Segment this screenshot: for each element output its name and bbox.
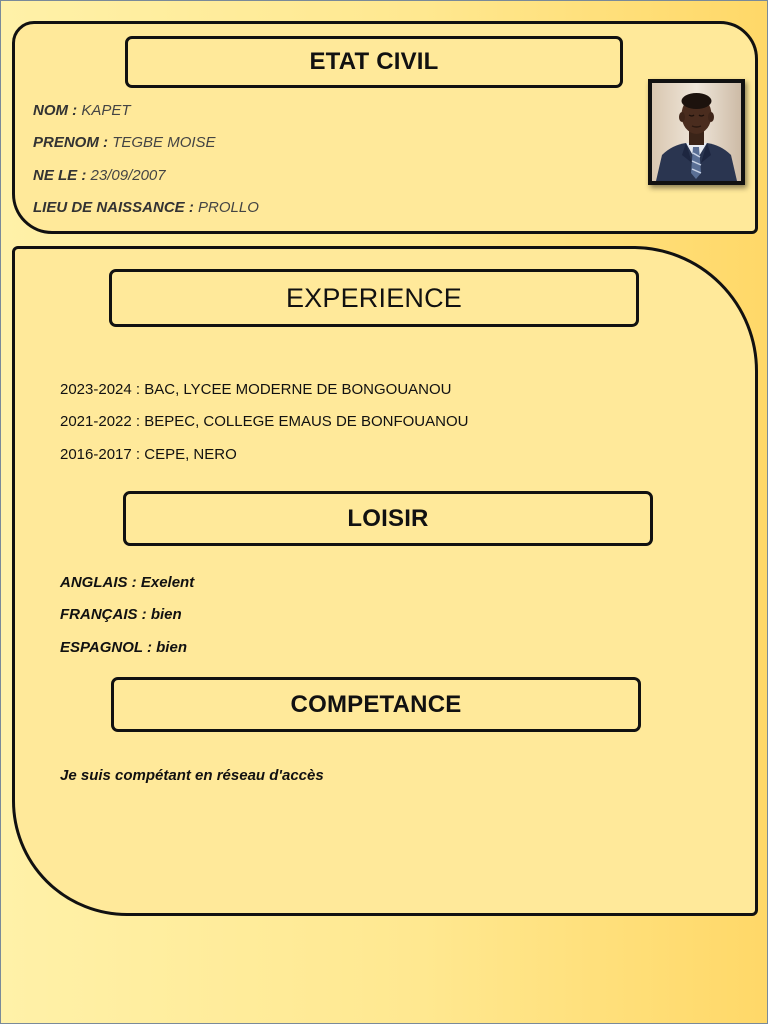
field-lieu-naissance: LIEU DE NAISSANCE : PROLLO <box>33 199 259 216</box>
loisir-item-value: bien <box>150 606 182 623</box>
field-ne-le: NE LE : 23/09/2007 <box>33 167 166 184</box>
field-lieu-naissance-value: PROLLO <box>198 199 259 216</box>
etat-civil-title <box>125 36 623 88</box>
loisir-item-label: FRANÇAIS <box>60 606 138 623</box>
loisir-item-francais: FRANÇAIS : bien <box>60 606 182 623</box>
loisir-item-value: bien <box>156 639 187 656</box>
loisir-item-label: ESPAGNOL <box>60 639 143 656</box>
experience-item: 2016-2017 : CEPE, NERO <box>60 446 237 463</box>
etat-civil-title-text: ETAT CIVIL <box>309 48 439 75</box>
loisir-item-value: Exelent <box>140 574 195 591</box>
profile-photo <box>648 79 745 185</box>
field-ne-le-label: NE LE <box>33 167 78 184</box>
field-nom-value: KAPET <box>81 102 131 119</box>
experience-title <box>109 269 639 327</box>
loisir-item-anglais: ANGLAIS : Exelent <box>60 574 195 591</box>
loisir-title-text: LOISIR <box>347 504 429 532</box>
field-lieu-naissance-label: LIEU DE NAISSANCE <box>33 199 185 216</box>
experience-title-text: EXPERIENCE <box>285 282 463 313</box>
experience-item: 2023-2024 : BAC, LYCEE MODERNE DE BONGOUANOU <box>60 381 452 398</box>
field-nom: NOM : KAPET <box>33 102 131 119</box>
field-nom-label: NOM <box>33 102 68 119</box>
field-prenom-label: PRENOM <box>33 134 99 151</box>
field-prenom: PRENOM : TEGBE MOISE <box>33 134 216 151</box>
competance-text: Je suis compétant en réseau d'accès <box>60 767 324 784</box>
competance-title <box>111 677 641 732</box>
competance-title-text: COMPETANCE <box>290 690 462 718</box>
portrait-illustration <box>652 83 741 181</box>
loisir-title <box>123 491 653 546</box>
field-ne-le-value: 23/09/2007 <box>90 167 166 184</box>
loisir-item-espagnol: ESPAGNOL : bien <box>60 639 187 656</box>
loisir-item-label: ANGLAIS <box>60 574 128 591</box>
field-prenom-value: TEGBE MOISE <box>112 134 216 151</box>
experience-item: 2021-2022 : BEPEC, COLLEGE EMAUS DE BONFOUANOU <box>60 413 469 430</box>
